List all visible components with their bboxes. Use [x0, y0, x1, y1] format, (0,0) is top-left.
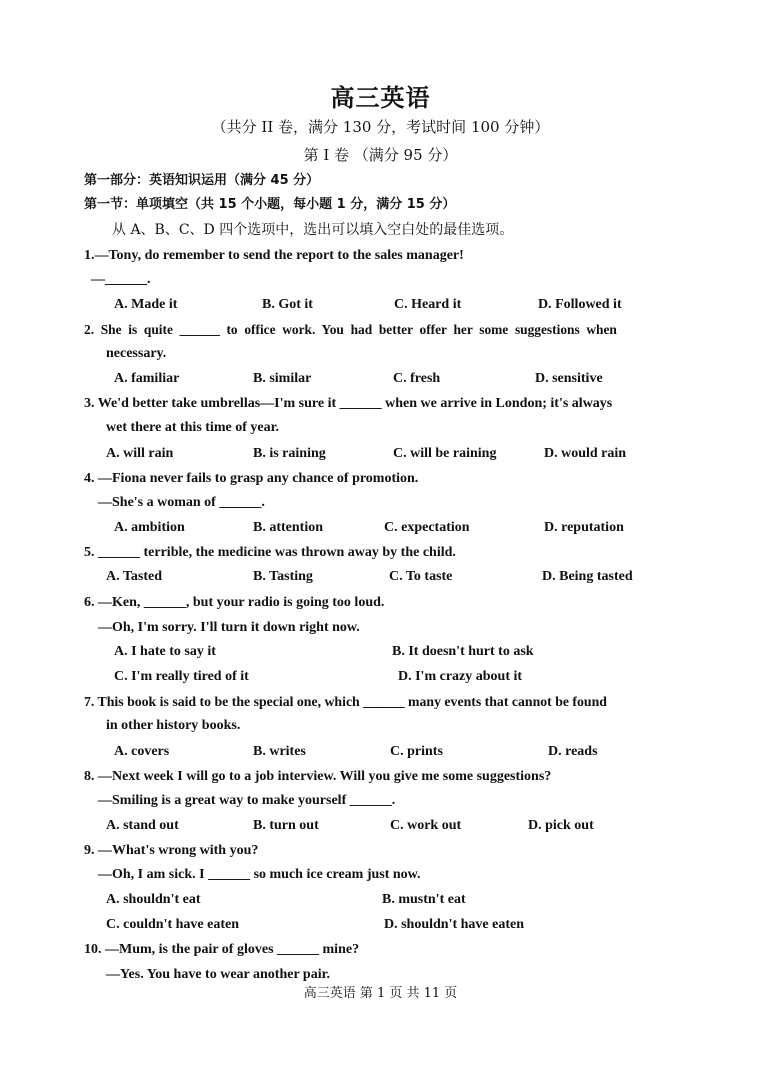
question-8-option-b: B. turn out: [253, 818, 319, 833]
question-6-line-1: 6. —Ken, ______, but your radio is going too loud.: [84, 595, 385, 610]
question-5-option-c: C. To taste: [389, 569, 453, 584]
question-8-line-2: —Smiling is a great way to make yourself ______.: [98, 793, 396, 808]
question-1-line-2: —______.: [84, 272, 151, 287]
question-5-line-1: 5. ______ terrible, the medicine was thrown away by the child.: [84, 545, 456, 560]
question-3-line-2: wet there at this time of year.: [106, 420, 280, 435]
question-9-option-b: B. mustn't eat: [382, 892, 466, 907]
question-8-line-1: 8. —Next week I will go to a job interview. Will you give me some suggestions?: [84, 769, 552, 784]
question-1-option-b: B. Got it: [262, 297, 313, 312]
question-3-line-1: 3. We'd better take umbrellas—I'm sure it ______ when we arrive in London; it's always: [84, 396, 613, 411]
question-5-option-b: B. Tasting: [253, 569, 313, 584]
question-8-option-a: A. stand out: [106, 818, 179, 833]
question-5-option-a: A. Tasted: [106, 569, 163, 584]
volume-heading: 第 I 卷 （满分 95 分）: [303, 146, 458, 164]
question-6-option-d: D. I'm crazy about it: [398, 669, 523, 684]
question-4-option-b: B. attention: [253, 520, 323, 535]
question-5-option-d: D. Being tasted: [542, 569, 633, 584]
page-footer: 高三英语 第 1 页 共 11 页: [303, 986, 458, 1001]
question-7-line-1: 7. This book is said to be the special one, which ______ many events that cannot be found: [84, 694, 607, 709]
exam-info: （共分 II 卷，满分 130 分，考试时间 100 分钟）: [211, 118, 550, 136]
question-3-option-c: C. will be raining: [393, 446, 497, 461]
question-1-line-1: 1.—Tony, do remember to send the report to the sales manager!: [84, 248, 464, 263]
question-9-option-d: D. shouldn't have eaten: [384, 917, 525, 932]
question-10-line-2: —Yes. You have to wear another pair.: [106, 967, 331, 982]
question-9-line-1: 9. —What's wrong with you?: [84, 843, 259, 858]
page-title: 高三英语: [330, 84, 431, 112]
question-9-option-a: A. shouldn't eat: [106, 892, 201, 907]
question-3-option-a: A. will rain: [106, 446, 174, 461]
question-7-option-d: D. reads: [548, 744, 598, 759]
question-2-option-b: B. similar: [253, 371, 312, 386]
question-4-line-1: 4. —Fiona never fails to grasp any chance of promotion.: [84, 471, 419, 486]
question-2-option-a: A. familiar: [114, 371, 180, 386]
question-1-option-d: D. Followed it: [538, 297, 622, 312]
question-2-line-1: 2. She is quite ______ to office work. You had better offer her some suggestions when: [84, 322, 617, 337]
question-7-option-a: A. covers: [114, 744, 170, 759]
part-heading: 第一部分：英语知识运用（满分 45 分）: [84, 173, 320, 188]
question-10-line-1: 10. —Mum, is the pair of gloves ______ mine?: [84, 942, 360, 957]
question-6-option-b: B. It doesn't hurt to ask: [392, 644, 534, 659]
question-2-option-d: D. sensitive: [535, 371, 603, 386]
question-4-option-a: A. ambition: [114, 520, 185, 535]
question-8-option-d: D. pick out: [528, 818, 594, 833]
question-4-option-d: D. reputation: [544, 520, 624, 535]
question-6-line-2: —Oh, I'm sorry. I'll turn it down right now.: [98, 620, 360, 635]
question-9-option-c: C. couldn't have eaten: [106, 917, 239, 932]
question-2-line-2: necessary.: [106, 346, 167, 361]
section-heading: 第一节：单项填空（共 15 个小题，每小题 1 分，满分 15 分）: [84, 197, 456, 212]
question-6-option-c: C. I'm really tired of it: [114, 669, 249, 684]
question-8-option-c: C. work out: [390, 818, 462, 833]
question-4-option-c: C. expectation: [384, 520, 470, 535]
question-7-option-b: B. writes: [253, 744, 306, 759]
instruction-text: 从 A、B、C、D 四个选项中，选出可以填入空白处的最佳选项。: [112, 222, 514, 238]
question-2-option-c: C. fresh: [393, 371, 441, 386]
question-1-option-a: A. Made it: [114, 297, 178, 312]
question-7-line-2: in other history books.: [106, 718, 241, 733]
question-9-line-2: —Oh, I am sick. I ______ so much ice cream just now.: [98, 867, 421, 882]
question-3-option-d: D. would rain: [544, 446, 627, 461]
question-6-option-a: A. I hate to say it: [114, 644, 216, 659]
question-3-option-b: B. is raining: [253, 446, 326, 461]
question-4-line-2: —She's a woman of ______.: [98, 495, 265, 510]
question-7-option-c: C. prints: [390, 744, 443, 759]
question-1-option-c: C. Heard it: [394, 297, 462, 312]
